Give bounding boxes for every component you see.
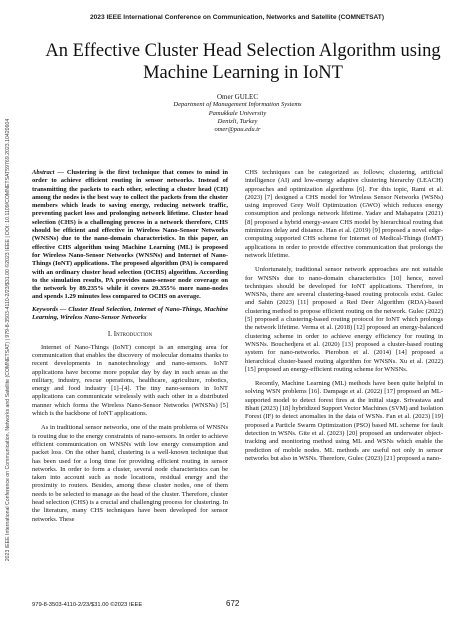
abstract-text: Clustering is the first technique that comes to mind in order to achieve efficient routing in sensor networks. Instead of transmitting the packets to each other, selecting a cluster head (CH) among the nodes is the best way to collect the packets from the cluster members which leads to saving energy, reducing network traffic, preventing packet loss and prolonging network lifetime. Cluster head selection (CHS) is a challenging process in a network therefore, CHS should be efficient and effective in Wireless Nano-Sensor Networks (WNSNs) due to the nano-domain characteristics. In this paper, an effective CHS algorithm using Machine Learning (ML) is proposed for Wireless Nano-Sensor Networks (WNSNs) and Internet of Nano-Things (IoNT) applications. The proposed algorithm (PA) is compared with an ordinary cluster head selection (OCHS) algorithm. According to the simulation results, PA provides nano-sensor node coverage on the network by 89.235% while it covers 20.355% more nano-nodes and spends 1.29 minutes less compared to OCHS on average. [32, 169, 228, 301]
keywords-label: Keywords — [32, 305, 67, 313]
footer-isbn: 979-8-3503-4110-2/23/$31.00 ©2023 IEEE [32, 602, 143, 608]
doi-sidebar-text: 2023 IEEE International Conference on Communication, Networks and Satellite (COMNETSAT) | 979-8-3503-4110-2/23/$31.00 ©2023 IEEE | DOI: 10.1109/COMNETSAT59769.2023.10420604 [5, 118, 11, 562]
abstract-label: Abstract — [32, 169, 64, 176]
intro-paragraph-2: As in traditional sensor networks, one of the main problems of WNSNs is routing due to the energy constraints of nano-sensors. In order to achieve efficient communication on WNSNs with low energy consumption and packet loss. On the other hand, clustering is a well-known technique that has been used for a long time for providing efficient routing in sensor networks. In order to form a cluster, several node characteristics can be taken into account such as node locations, residual energy and the proximity to routers. Besides, among these cluster nodes, one of them needs to be selected to manage as the head of the cluster. Therefore, cluster head selection (CHS) is a crucial and challenging process for clustering. In the literature, many CHS techniques have been developed for sensor networks. These [32, 424, 228, 523]
right-paragraph-2: Unfortunately, traditional sensor network approaches are not suitable for WNSNs due to nano-domain characteristics [10] hence, novel techniques should be developed for IoNT applications. Therefore, in WNSNs, there are several clustering-based routing protocols exist. Gulec and Sahin (2023) [11] proposed a Red Deer Algorithm (RDA)-based clustering method to propose efficient routing on the network. Gulec (2022) [5] proposed a clustering-based routing protocol for IoNT which prolongs the network lifetime. Verma et al. (2018) [12] proposed an energy-balanced clustering scheme in order to achieve energy efficiency for routing in WNSNs. Bouchedjera et al. (2020) [13] proposed a cluster-based routing system for nano-networks. Pierobon et al. (2014) [14] proposed a hierarchical cluster-based routing algorithm for WNSNs. Xu et al. (2022) [15] proposed an energy-efficient routing scheme for WNSNs. [245, 266, 443, 373]
doi-sidebar [2, 60, 14, 620]
author-email: omer@pau.edu.tr [214, 126, 261, 134]
intro-paragraph-1: Internet of Nano-Things (IoNT) concept is an emerging area for communication that enables the discovery of molecular domains thanks to recent developments in nanotechnology and nano-sensors. IoNT applications have become more popular day by day in such areas as the military, industry, rescue operations, healthcare, agriculture, robotics, energy and food industry [1]–[4]. The tiny nano-sensors in IoNT applications can communicate wirelessly with each other in a distributed manner which forms the Wireless Nano-Sensor Networks (WNSNs) [5] which is the backbone of IoNT applications. [32, 343, 228, 418]
section-heading-introduction: I. Introduction [107, 330, 153, 339]
author-city: Denizli, Turkey [217, 117, 258, 125]
keywords [32, 306, 228, 323]
keywords-text: Cluster Head Selection, Internet of Nano-Things, Machine Learning, Wireless Nano-Sensor Networks [32, 305, 229, 322]
right-paragraph-3: Recently, Machine Learning (ML) methods have been quite helpful in solving WSN problems [16]. Dampage et al. (2022) [17] proposed an ML-supported model to detect forest fires at the initial stage. Srivastava and Bhatt (2023) [18] hybridized Support Vector Machines (SVM) and Isolation Forest (IF) to detect anomalies in the data of WSNs. Fan et al. (2023) [19] proposed a Particle Swarm Optimization (PSO) based ML scheme for fault detection in WSNs. Gite et al. (2023) [20] proposed an underwater object-tracking and monitoring method using ML and WSNs which enable the prediction of mobile nodes. ML methods are useful not only in sensor networks but also in WSNs. Therefore, Gulec (2023) [21] proposed a nano- [245, 380, 443, 462]
author-university: Pamukkale University [208, 109, 267, 117]
author-block [160, 93, 315, 134]
abstract [32, 169, 228, 302]
right-column [245, 169, 443, 469]
page-number: 672 [226, 599, 240, 608]
right-paragraph-1: CHS techniques can be categorized as follows; clustering, artificial intelligence (AI) and low-energy adaptive clustering hierarchy (LEACH) approaches and optimization algorithms [6]. For this topic, Rami et al. (2023) [7] designed a CHS model for Wireless Sensor Networks (WSNs) using improved Grey Wolf Optimization (GWO) which reduces energy consumption and prolongs network lifetime. Yadav and Mahapatra (2021) [8] proposed a hybrid energy-aware CHS model by hierarchical routing that minimizes delay and distance. Han et al. (2019) [9] proposed a novel edge-computing supported CHS scheme for Internet of Medical-Things (IoMT) applications in order to provide effective communication that prolongs the network lifetime. [245, 169, 443, 259]
left-column [32, 169, 228, 530]
author-department: Department of Management Information Systems [173, 101, 302, 109]
author-name: Omer GULEC [216, 93, 259, 101]
paper-title: An Effective Cluster Head Selection Algorithm using Machine Learning in IoNT [45, 41, 441, 83]
conference-header: 2023 IEEE International Conference on Communication, Networks and Satellite (COMNETSAT) [89, 14, 385, 21]
